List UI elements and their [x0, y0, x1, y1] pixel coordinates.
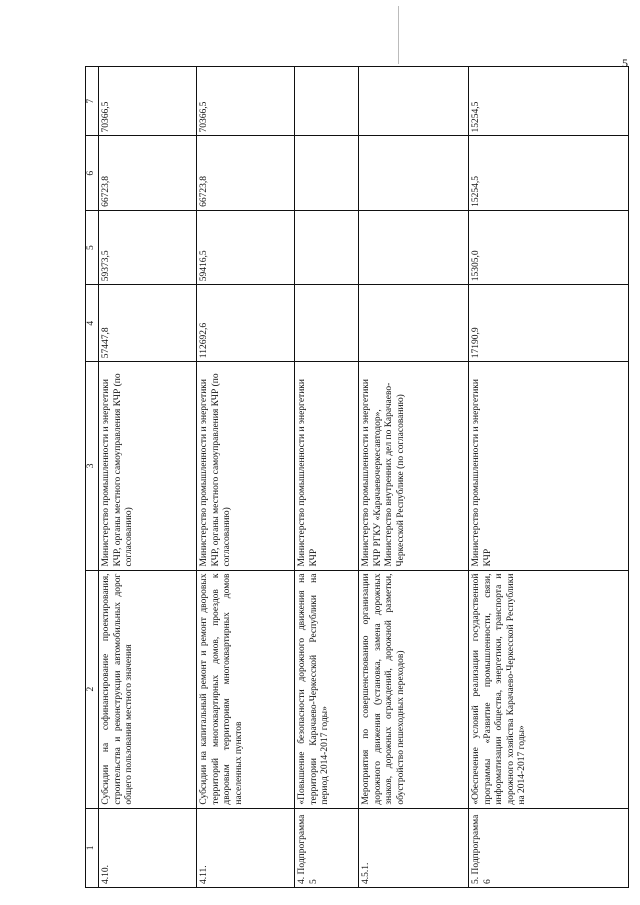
value-cell-col7: 70366,5 — [197, 67, 295, 136]
table-row — [295, 67, 359, 888]
responsible-cell: Министерство промышленности и энергетики КЧР — [295, 362, 359, 570]
value-cell-col5 — [359, 210, 469, 284]
value-cell-col4 — [295, 285, 359, 362]
table-body — [86, 67, 629, 888]
program-table — [85, 66, 629, 888]
value-cell-col7: 70366,5 — [99, 67, 197, 136]
page-number: 5 — [622, 56, 628, 70]
header-cell: 1 — [86, 808, 99, 887]
value-cell-col5: 59416,5 — [197, 210, 295, 284]
value-cell-col7: 15254,5 — [469, 67, 629, 136]
value-cell-col6 — [295, 136, 359, 210]
value-cell-col4: 57447,8 — [99, 285, 197, 362]
table-header-row — [86, 67, 99, 888]
row-id-cell: 4.5.1. — [359, 808, 469, 887]
responsible-cell: Министерство промышленности и энергетики КЧР, органы местного самоуправления КЧР (по согласованию) — [197, 362, 295, 570]
table-row — [469, 67, 629, 888]
measure-name-cell: Субсидии на капитальный ремонт и ремонт дворовых территорий многоквартирных домов, проездов к дворовым территориям многоквартирных домов населенных пунктов — [197, 570, 295, 808]
measure-name-cell: Субсидии на софинансирование проектирования, строительства и реконструкции автомобильных дорог общего пользования местного значения — [99, 570, 197, 808]
header-cell: 7 — [86, 67, 99, 136]
row-id-cell: 4. Подпрограмма 5 — [295, 808, 359, 887]
row-id-cell: 4.10. — [99, 808, 197, 887]
value-cell-col5: 15305,0 — [469, 210, 629, 284]
measure-name-cell: «Обеспечение условий реализации государственной программы «Развитие промышленности, связи, информатизации общества, энергетики, транспорта и дорожного хозяйства Карачаево-Черкесской Республики на 2014-2017 годы» — [469, 570, 629, 808]
measure-name-cell: Мероприятия по совершенствованию организации дорожного движения (установка, замена дорожных знаков, дорожных ограждений, дорожной разметки, обустройство пешеходных переходов) — [359, 570, 469, 808]
header-cell: 3 — [86, 362, 99, 570]
header-cell: 4 — [86, 285, 99, 362]
responsible-cell: Министерство промышленности и энергетики КЧР, органы местного самоуправления КЧР (по согласованию) — [99, 362, 197, 570]
value-cell-col4 — [359, 285, 469, 362]
header-cell: 6 — [86, 136, 99, 210]
table-landscape-wrapper — [85, 66, 629, 888]
value-cell-col6: 66723,8 — [197, 136, 295, 210]
responsible-cell: Министерство промышленности и энергетики КЧР РГКУ «Карачаевочеркесавтодор», Министерство внутренних дел по Карачаево-Черкесской Республике (по согласованию) — [359, 362, 469, 570]
value-cell-col6: 15254,5 — [469, 136, 629, 210]
measure-name-cell: «Повышение безопасности дорожного движения на территории Карачаево-Черкесской Республики на период 2014-2017 годы» — [295, 570, 359, 808]
header-cell: 5 — [86, 210, 99, 284]
value-cell-col7 — [295, 67, 359, 136]
row-id-cell: 5. Подпрограмма 6 — [469, 808, 629, 887]
value-cell-col6: 66723,8 — [99, 136, 197, 210]
value-cell-col4: 112692,6 — [197, 285, 295, 362]
table-row — [197, 67, 295, 888]
row-id-cell: 4.11. — [197, 808, 295, 887]
value-cell-col6 — [359, 136, 469, 210]
scan-edge-line — [398, 6, 399, 64]
header-cell: 2 — [86, 570, 99, 808]
value-cell-col7 — [359, 67, 469, 136]
value-cell-col5: 59373,5 — [99, 210, 197, 284]
rotated-table-container — [85, 66, 629, 888]
responsible-cell: Министерство промышленности и энергетики КЧР — [469, 362, 629, 570]
value-cell-col4: 17190,9 — [469, 285, 629, 362]
value-cell-col5 — [295, 210, 359, 284]
table-row — [359, 67, 469, 888]
table-row — [99, 67, 197, 888]
